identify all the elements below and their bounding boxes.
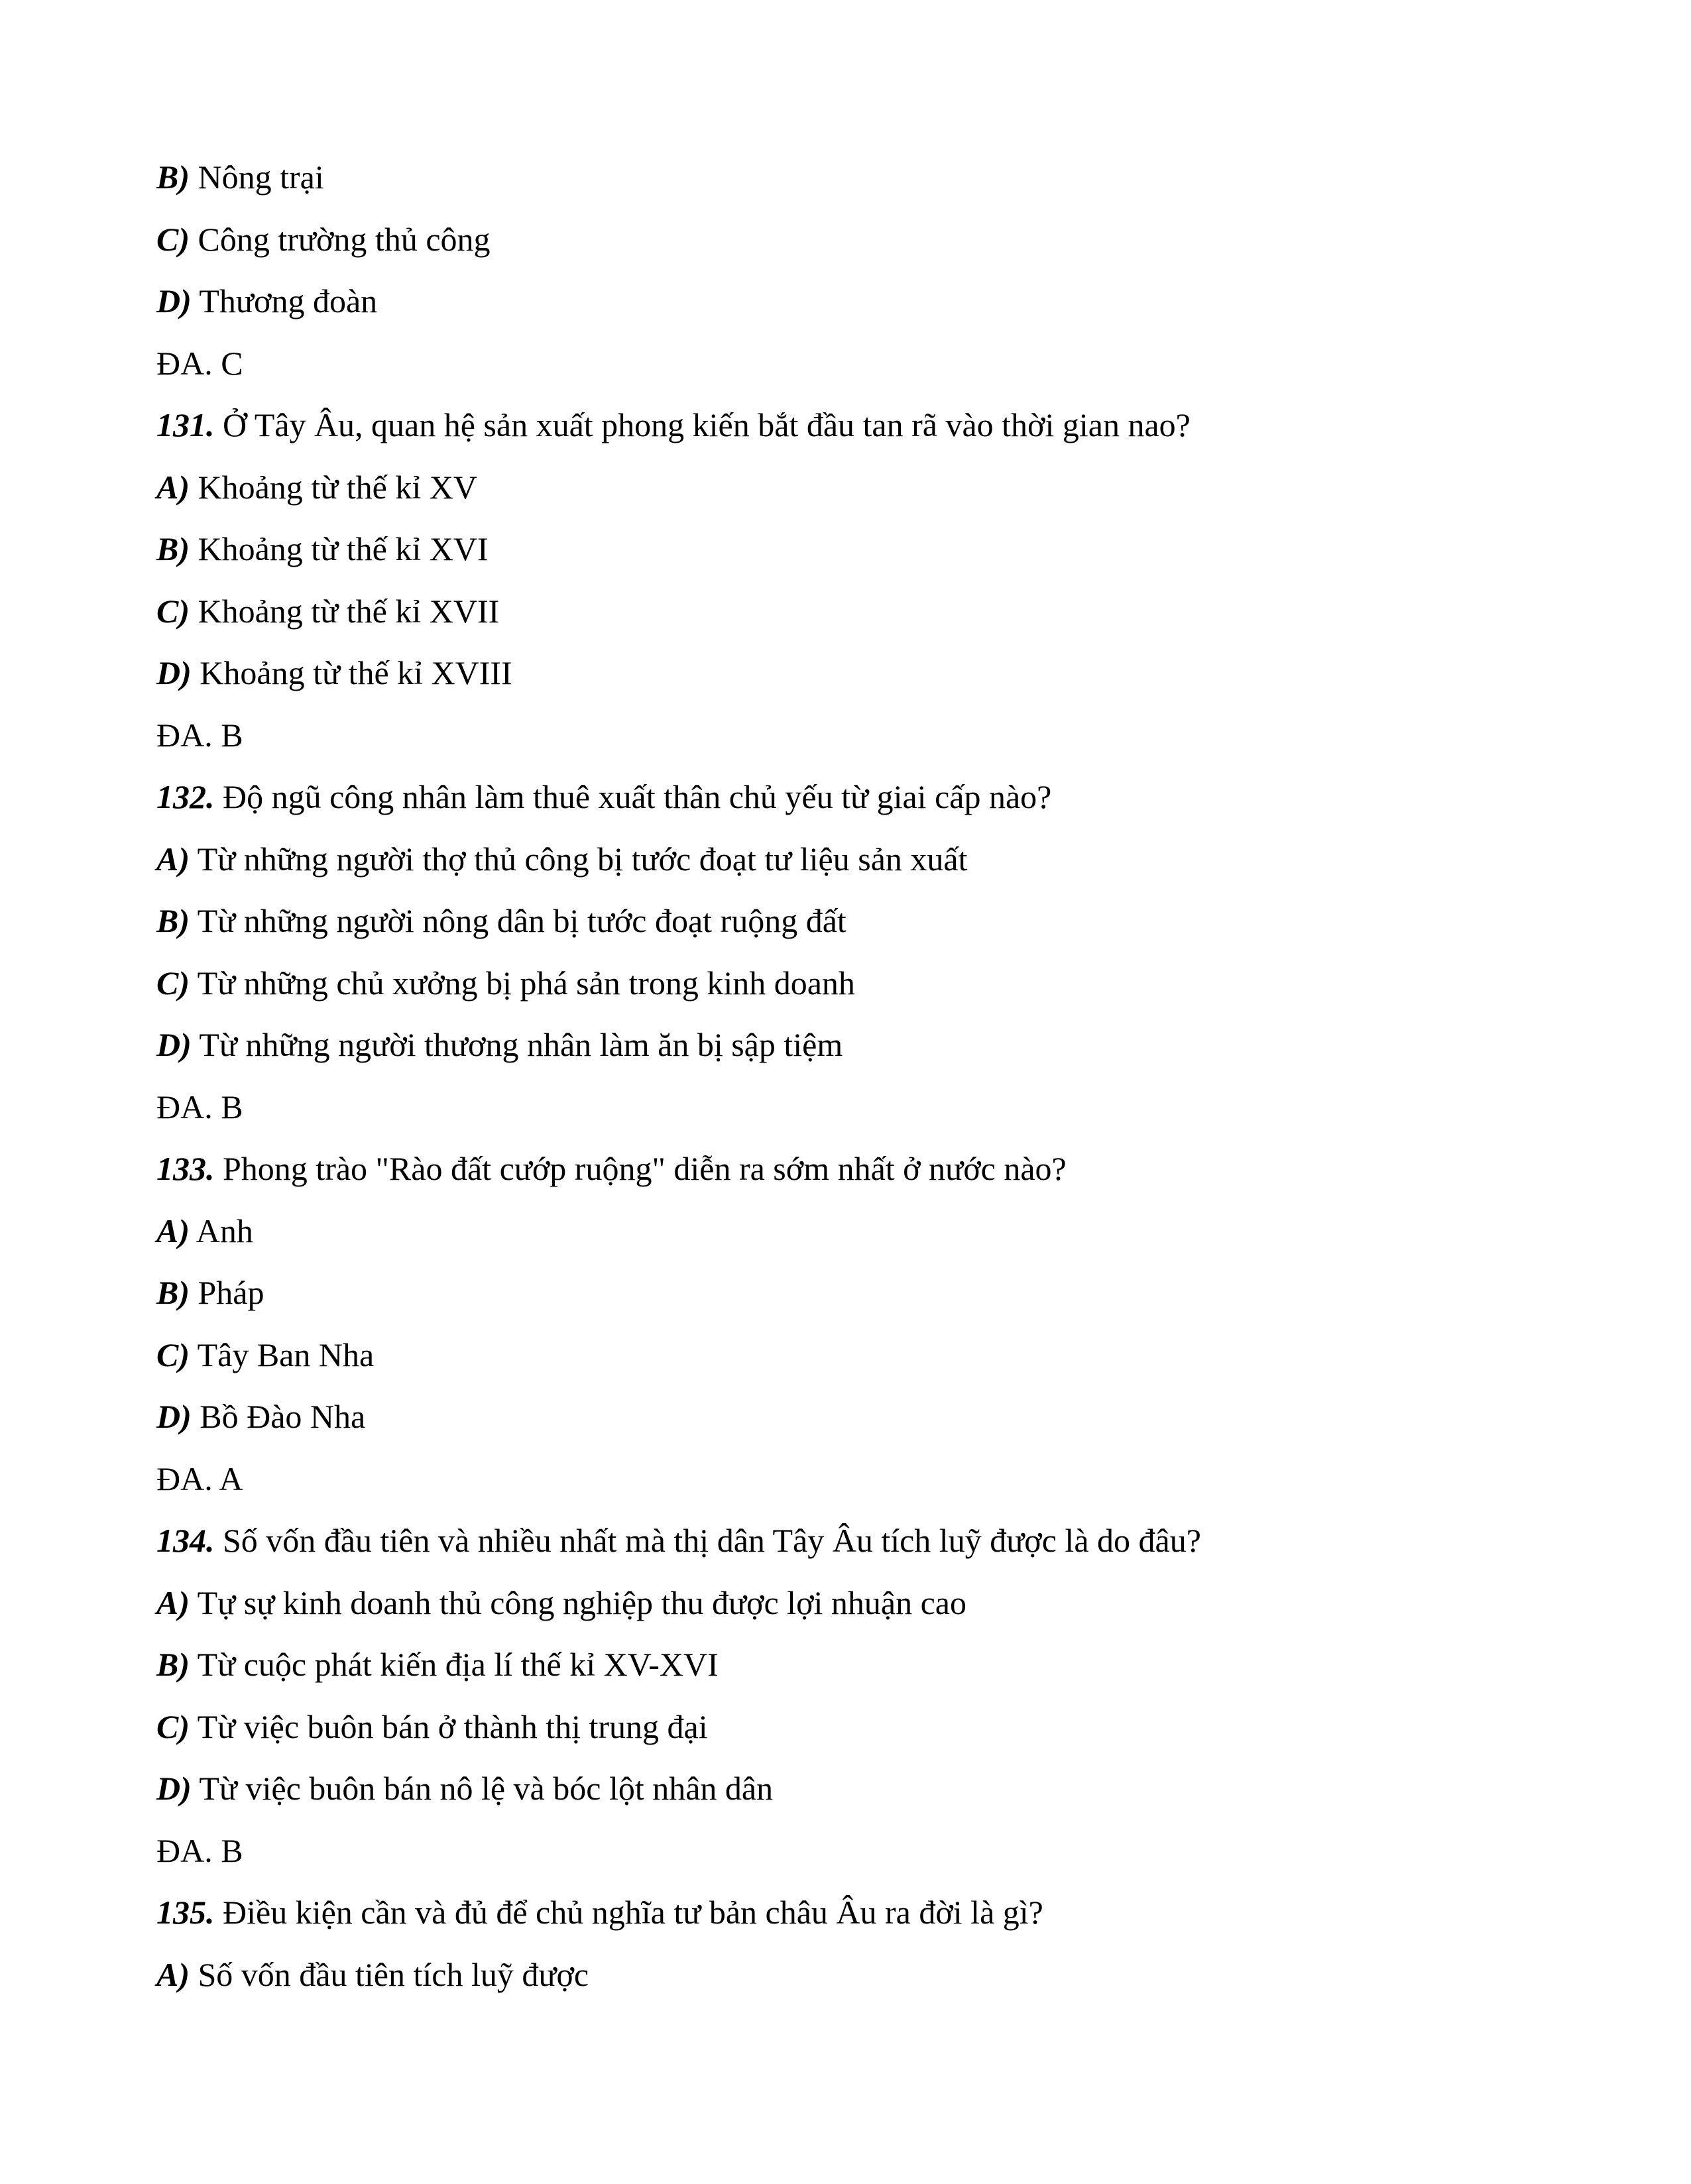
option-line xyxy=(156,154,1548,216)
option-label: C) xyxy=(156,1336,190,1373)
answer-key-text: ĐA. C xyxy=(156,344,243,382)
option-line xyxy=(156,1765,1548,1827)
option-label: C) xyxy=(156,1707,190,1745)
question-text: Độ ngũ công nhân làm thuê xuất thân chủ yếu từ giai cấp nào? xyxy=(214,778,1052,815)
option-label: D) xyxy=(156,1026,192,1063)
answer-key-text: ĐA. B xyxy=(156,1831,243,1869)
answer-key-line xyxy=(156,712,1548,774)
option-label: C) xyxy=(156,592,190,630)
option-line xyxy=(156,1641,1548,1703)
option-line xyxy=(156,464,1548,526)
option-line xyxy=(156,1332,1548,1394)
option-text: Từ việc buôn bán nô lệ và bóc lột nhân dân xyxy=(191,1770,774,1807)
option-text: Thương đoàn xyxy=(191,282,378,319)
option-line xyxy=(156,1208,1548,1270)
option-line xyxy=(156,1393,1548,1456)
option-line xyxy=(156,836,1548,898)
question-text: Phong trào "Rào đất cướp ruộng" diễn ra sớm nhất ở nước nào? xyxy=(214,1150,1067,1187)
option-line xyxy=(156,897,1548,960)
option-text: Từ những người thợ thủ công bị tước đoạt tư liệu sản xuất xyxy=(190,840,968,878)
option-label: A) xyxy=(156,468,190,506)
question-text: Ở Tây Âu, quan hệ sản xuất phong kiến bắt đầu tan rã vào thời gian nao? xyxy=(214,406,1191,443)
option-label: D) xyxy=(156,654,192,691)
option-text: Khoảng từ thế kỉ XVII xyxy=(190,592,500,630)
answer-key-text: ĐA. B xyxy=(156,1088,243,1125)
question-line xyxy=(156,1889,1548,1951)
option-label: D) xyxy=(156,1398,192,1435)
answer-key-line xyxy=(156,340,1548,402)
option-text: Từ cuộc phát kiến địa lí thế kỉ XV-XVI xyxy=(190,1646,719,1683)
option-line xyxy=(156,1021,1548,1084)
option-label: A) xyxy=(156,1955,190,1993)
answer-key-line xyxy=(156,1456,1548,1518)
option-text: Pháp xyxy=(190,1274,264,1311)
option-text: Từ việc buôn bán ở thành thị trung đại xyxy=(190,1707,708,1745)
option-line xyxy=(156,1269,1548,1332)
answer-key-line xyxy=(156,1827,1548,1890)
option-label: D) xyxy=(156,1770,192,1807)
answer-key-text: ĐA. A xyxy=(156,1460,243,1497)
option-text: Bồ Đào Nha xyxy=(191,1398,366,1435)
option-label: D) xyxy=(156,282,192,319)
option-line xyxy=(156,278,1548,340)
question-line xyxy=(156,402,1548,464)
option-label: A) xyxy=(156,840,190,878)
answer-key-line xyxy=(156,1084,1548,1146)
option-line xyxy=(156,650,1548,712)
option-line xyxy=(156,216,1548,278)
option-label: B) xyxy=(156,530,190,567)
option-label: A) xyxy=(156,1583,190,1621)
question-line xyxy=(156,1517,1548,1580)
option-label: B) xyxy=(156,1646,190,1683)
question-number: 131. xyxy=(156,406,215,443)
question-text: Điều kiện cần và đủ để chủ nghĩa tư bản châu Âu ra đời là gì? xyxy=(214,1894,1043,1931)
option-text: Từ những người nông dân bị tước đoạt ruộng đất xyxy=(190,902,846,939)
option-label: A) xyxy=(156,1212,190,1249)
option-text: Tây Ban Nha xyxy=(190,1336,375,1373)
option-label: B) xyxy=(156,158,190,196)
question-number: 135. xyxy=(156,1894,215,1931)
option-text: Công trường thủ công xyxy=(190,220,491,258)
question-number: 134. xyxy=(156,1522,215,1559)
option-label: B) xyxy=(156,902,190,939)
option-line xyxy=(156,1703,1548,1766)
option-line xyxy=(156,1951,1548,2014)
option-line xyxy=(156,1580,1548,1642)
question-number: 132. xyxy=(156,778,215,815)
question-list xyxy=(156,154,1548,2013)
option-text: Từ những người thương nhân làm ăn bị sập tiệm xyxy=(191,1026,843,1063)
option-line xyxy=(156,960,1548,1022)
answer-key-text: ĐA. B xyxy=(156,716,243,754)
question-number: 133. xyxy=(156,1150,215,1187)
option-line xyxy=(156,526,1548,588)
option-label: C) xyxy=(156,220,190,258)
option-text: Nông trại xyxy=(190,158,324,196)
option-line xyxy=(156,588,1548,650)
option-label: C) xyxy=(156,964,190,1002)
option-text: Số vốn đầu tiên tích luỹ được xyxy=(190,1955,589,1993)
option-text: Khoảng từ thế kỉ XVIII xyxy=(191,654,512,691)
option-text: Khoảng từ thế kỉ XVI xyxy=(190,530,489,567)
option-text: Từ những chủ xưởng bị phá sản trong kinh doanh xyxy=(190,964,855,1002)
question-text: Số vốn đầu tiên và nhiều nhất mà thị dân Tây Âu tích luỹ được là do đâu? xyxy=(214,1522,1201,1559)
question-line xyxy=(156,1145,1548,1208)
option-text: Anh xyxy=(190,1212,253,1249)
question-line xyxy=(156,774,1548,836)
option-label: B) xyxy=(156,1274,190,1311)
option-text: Khoảng từ thế kỉ XV xyxy=(190,468,477,506)
option-text: Tự sự kinh doanh thủ công nghiệp thu được lợi nhuận cao xyxy=(190,1583,966,1621)
